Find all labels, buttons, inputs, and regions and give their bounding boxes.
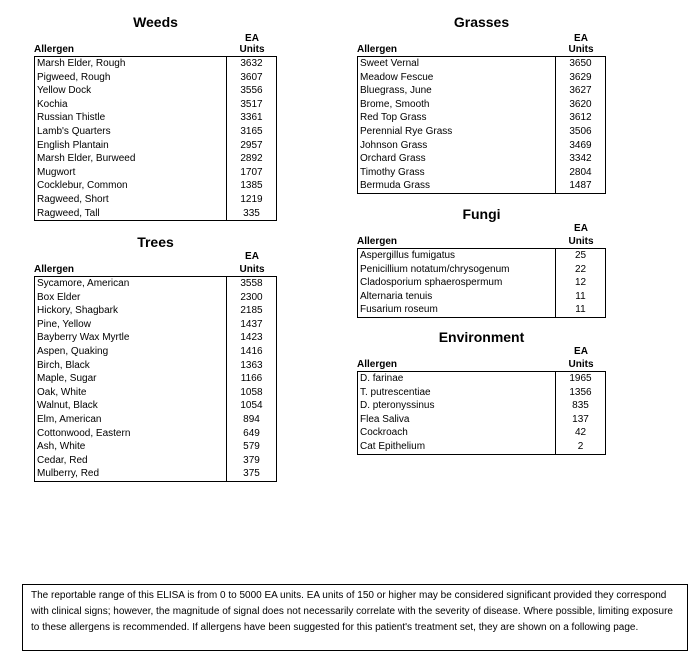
allergen-name: Walnut, Black bbox=[37, 400, 98, 412]
allergen-name: Cockroach bbox=[360, 427, 408, 439]
allergen-table bbox=[34, 276, 277, 482]
ea-header-line2: Units bbox=[568, 236, 594, 247]
allergen-name: Elm, American bbox=[37, 413, 102, 425]
allergen-name: Aspen, Quaking bbox=[37, 345, 109, 357]
ea-header-line1: EA bbox=[245, 251, 259, 262]
ea-units-value: 2957 bbox=[226, 139, 276, 153]
ea-units-value: 894 bbox=[226, 413, 276, 427]
ea-units-value: 1054 bbox=[226, 399, 276, 413]
ea-units-value: 1385 bbox=[226, 179, 276, 193]
ea-header-line2: Units bbox=[239, 264, 265, 275]
allergen-name: Hickory, Shagbark bbox=[37, 305, 118, 317]
table-row bbox=[358, 249, 605, 263]
ea-units-value: 3620 bbox=[555, 98, 605, 112]
allergen-name: T. putrescentiae bbox=[360, 386, 431, 398]
table-row bbox=[358, 413, 605, 427]
allergen-table bbox=[357, 248, 606, 318]
allergen-name: Yellow Dock bbox=[37, 85, 92, 97]
ea-units-value: 1166 bbox=[226, 372, 276, 386]
ea-units-value: 3627 bbox=[555, 84, 605, 98]
trees-section bbox=[34, 234, 277, 484]
allergen-table bbox=[357, 371, 606, 455]
table-row bbox=[358, 276, 605, 290]
allergen-name: Cat Epithelium bbox=[360, 440, 426, 452]
allergen-name: Johnson Grass bbox=[360, 139, 428, 151]
table-row bbox=[35, 152, 276, 166]
table-row bbox=[35, 207, 276, 221]
ea-units-value: 11 bbox=[555, 303, 605, 317]
allergen-header: Allergen bbox=[34, 44, 75, 55]
table-row bbox=[35, 98, 276, 112]
table-row bbox=[358, 166, 605, 180]
table-row bbox=[35, 318, 276, 332]
allergen-name: Marsh Elder, Rough bbox=[37, 58, 126, 69]
allergen-name: English Plantain bbox=[37, 139, 109, 151]
ea-units-value: 42 bbox=[555, 426, 605, 440]
ea-header-line2: Units bbox=[568, 44, 594, 55]
table-row bbox=[35, 440, 276, 454]
allergen-name: Russian Thistle bbox=[37, 112, 106, 124]
table-row bbox=[35, 111, 276, 125]
allergen-name: Fusarium roseum bbox=[360, 304, 438, 316]
table-row bbox=[35, 166, 276, 180]
ea-units-value: 2892 bbox=[226, 152, 276, 166]
allergen-header: Allergen bbox=[357, 44, 398, 55]
section-title: Trees bbox=[137, 234, 174, 250]
allergen-name: Kochia bbox=[37, 98, 68, 110]
ea-units-value: 2804 bbox=[555, 166, 605, 180]
ea-units-value: 3165 bbox=[226, 125, 276, 139]
allergen-name: Lamb's Quarters bbox=[37, 125, 111, 137]
table-row bbox=[358, 179, 605, 193]
allergen-name: D. farinae bbox=[360, 373, 404, 384]
table-row bbox=[358, 440, 605, 454]
ea-units-value: 649 bbox=[226, 427, 276, 441]
table-row bbox=[35, 71, 276, 85]
table-row bbox=[358, 426, 605, 440]
table-row bbox=[35, 427, 276, 441]
allergen-name: Cladosporium sphaerospermum bbox=[360, 277, 503, 289]
section-title: Fungi bbox=[462, 206, 501, 222]
section-title: Environment bbox=[438, 329, 525, 345]
table-row bbox=[358, 139, 605, 153]
allergen-name: Bermuda Grass bbox=[360, 180, 431, 192]
allergen-name: Maple, Sugar bbox=[37, 373, 97, 385]
ea-units-value: 2300 bbox=[226, 291, 276, 305]
ea-units-value: 3612 bbox=[555, 111, 605, 125]
table-row bbox=[35, 291, 276, 305]
table-row bbox=[35, 359, 276, 373]
allergen-name: Meadow Fescue bbox=[360, 71, 434, 83]
ea-units-value: 1423 bbox=[226, 331, 276, 345]
ea-units-value: 1058 bbox=[226, 386, 276, 400]
allergen-name: D. pteronyssinus bbox=[360, 400, 435, 412]
ea-units-value: 835 bbox=[555, 399, 605, 413]
allergen-name: Aspergillus fumigatus bbox=[360, 250, 456, 261]
allergen-name: Flea Saliva bbox=[360, 413, 410, 425]
table-row bbox=[358, 111, 605, 125]
ea-units-value: 11 bbox=[555, 290, 605, 304]
ea-units-value: 1356 bbox=[555, 386, 605, 400]
ea-header-line1: EA bbox=[574, 33, 588, 44]
ea-units-value: 579 bbox=[226, 440, 276, 454]
table-row bbox=[358, 290, 605, 304]
ea-units-value: 3556 bbox=[226, 84, 276, 98]
allergen-name: Bluegrass, June bbox=[360, 85, 432, 97]
ea-units-value: 3558 bbox=[226, 277, 276, 291]
table-row bbox=[35, 454, 276, 468]
table-row bbox=[358, 98, 605, 112]
allergen-table bbox=[357, 56, 606, 194]
ea-units-value: 1363 bbox=[226, 359, 276, 373]
ea-header-line2: Units bbox=[568, 359, 594, 370]
environment-section bbox=[357, 329, 606, 459]
reportable-range-note: The reportable range of this ELISA is from 0 to 5000 EA units. EA units of 150 or higher may be considered significant provided they correspond with clinical signs; however, the magnitude of signal does not necessarily correlate with the severity of disease. Where possible, limiting exposure to these allergens is recommended. If allergens have been suggested for this patient's treatment set, they are shown on a following page. bbox=[22, 584, 688, 651]
ea-units-value: 22 bbox=[555, 263, 605, 277]
table-row bbox=[358, 399, 605, 413]
allergen-name: Ash, White bbox=[37, 441, 86, 453]
ea-units-value: 375 bbox=[226, 467, 276, 481]
allergen-name: Ragweed, Short bbox=[37, 193, 109, 205]
ea-units-value: 1707 bbox=[226, 166, 276, 180]
table-row bbox=[35, 372, 276, 386]
table-row bbox=[358, 303, 605, 317]
allergen-name: Red Top Grass bbox=[360, 112, 427, 124]
ea-units-value: 3506 bbox=[555, 125, 605, 139]
allergen-name: Penicillium notatum/chrysogenum bbox=[360, 263, 510, 275]
ea-units-value: 3632 bbox=[226, 57, 276, 71]
table-row bbox=[35, 399, 276, 413]
table-row bbox=[358, 57, 605, 71]
ea-units-value: 335 bbox=[226, 207, 276, 221]
ea-units-value: 12 bbox=[555, 276, 605, 290]
allergen-name: Brome, Smooth bbox=[360, 98, 430, 110]
ea-units-value: 3361 bbox=[226, 111, 276, 125]
ea-units-value: 3650 bbox=[555, 57, 605, 71]
allergen-header: Allergen bbox=[357, 236, 398, 247]
table-row bbox=[358, 263, 605, 277]
ea-units-value: 1416 bbox=[226, 345, 276, 359]
table-row bbox=[358, 84, 605, 98]
ea-units-value: 2 bbox=[555, 440, 605, 454]
allergen-name: Pigweed, Rough bbox=[37, 71, 111, 83]
table-row bbox=[358, 152, 605, 166]
allergen-name: Marsh Elder, Burweed bbox=[37, 153, 136, 165]
allergen-name: Ragweed, Tall bbox=[37, 207, 100, 219]
ea-header-line1: EA bbox=[574, 346, 588, 357]
allergen-name: Box Elder bbox=[37, 291, 81, 303]
table-row bbox=[35, 193, 276, 207]
allergen-name: Bayberry Wax Myrtle bbox=[37, 332, 130, 344]
allergen-name: Perennial Rye Grass bbox=[360, 125, 453, 137]
table-row bbox=[35, 84, 276, 98]
allergen-name: Sycamore, American bbox=[37, 278, 130, 289]
table-row bbox=[35, 331, 276, 345]
table-row bbox=[35, 57, 276, 71]
table-row bbox=[35, 179, 276, 193]
allergen-name: Orchard Grass bbox=[360, 153, 426, 165]
table-row bbox=[35, 386, 276, 400]
ea-header-line1: EA bbox=[245, 33, 259, 44]
allergen-name: Birch, Black bbox=[37, 359, 90, 371]
table-row bbox=[35, 345, 276, 359]
table-row bbox=[358, 372, 605, 386]
table-row bbox=[35, 413, 276, 427]
ea-units-value: 25 bbox=[555, 249, 605, 263]
allergen-name: Oak, White bbox=[37, 386, 87, 398]
table-row bbox=[35, 304, 276, 318]
table-row bbox=[35, 277, 276, 291]
fungi-section bbox=[357, 206, 606, 322]
ea-units-value: 379 bbox=[226, 454, 276, 468]
allergen-name: Cocklebur, Common bbox=[37, 180, 128, 192]
ea-units-value: 1965 bbox=[555, 372, 605, 386]
ea-units-value: 3629 bbox=[555, 71, 605, 85]
ea-units-value: 3607 bbox=[226, 71, 276, 85]
ea-units-value: 1487 bbox=[555, 179, 605, 193]
allergen-name: Timothy Grass bbox=[360, 166, 425, 178]
table-row bbox=[35, 125, 276, 139]
ea-units-value: 1437 bbox=[226, 318, 276, 332]
ea-units-value: 2185 bbox=[226, 304, 276, 318]
allergen-name: Alternaria tenuis bbox=[360, 290, 433, 302]
allergen-name: Pine, Yellow bbox=[37, 318, 91, 330]
ea-units-value: 3517 bbox=[226, 98, 276, 112]
table-row bbox=[358, 71, 605, 85]
allergen-name: Cedar, Red bbox=[37, 454, 88, 466]
allergen-name: Mulberry, Red bbox=[37, 468, 100, 480]
section-title: Grasses bbox=[453, 14, 510, 30]
ea-units-value: 1219 bbox=[226, 193, 276, 207]
allergen-name: Sweet Vernal bbox=[360, 58, 419, 69]
ea-header-line1: EA bbox=[574, 223, 588, 234]
section-title: Weeds bbox=[133, 14, 178, 30]
grasses-section bbox=[357, 14, 606, 198]
ea-header-line2: Units bbox=[239, 44, 265, 55]
table-row bbox=[358, 125, 605, 139]
table-row bbox=[35, 467, 276, 481]
allergen-name: Cottonwood, Eastern bbox=[37, 427, 131, 439]
ea-units-value: 137 bbox=[555, 413, 605, 427]
table-row bbox=[35, 139, 276, 153]
allergen-header: Allergen bbox=[34, 264, 75, 275]
weeds-section bbox=[34, 14, 277, 226]
table-row bbox=[358, 386, 605, 400]
ea-units-value: 3469 bbox=[555, 139, 605, 153]
allergen-name: Mugwort bbox=[37, 166, 76, 178]
allergen-table bbox=[34, 56, 277, 221]
allergen-header: Allergen bbox=[357, 359, 398, 370]
ea-units-value: 3342 bbox=[555, 152, 605, 166]
